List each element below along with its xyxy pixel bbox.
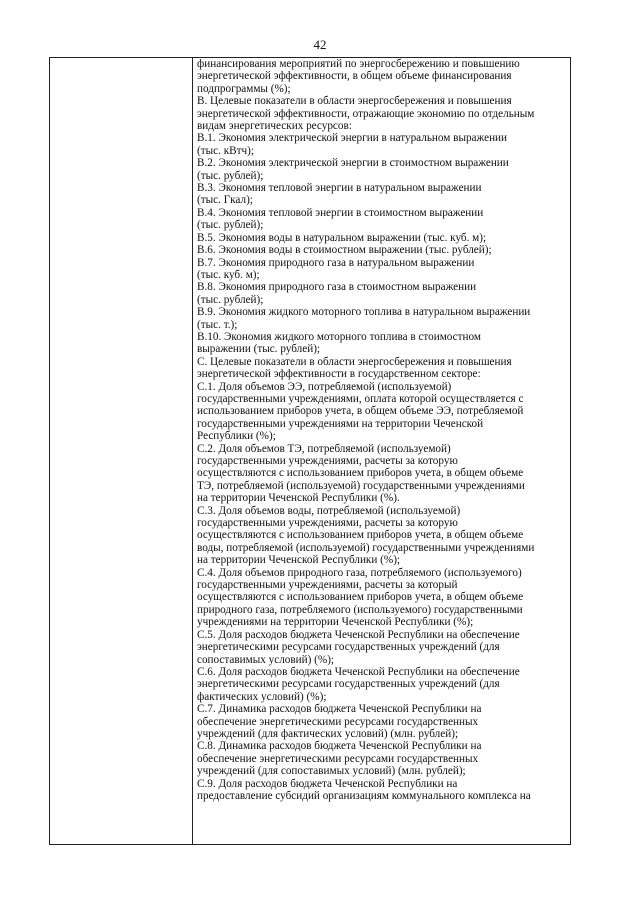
text-line: предоставление субсидий организациям коммунального комплекса на (197, 789, 531, 802)
text-line: обеспечение энергетическими ресурсами государственных (197, 715, 479, 728)
text-line: В.9. Экономия жидкого моторного топлива в натуральном выражении (197, 306, 531, 319)
text-line: осуществляются с использованием приборов учета, в общем объеме (197, 591, 524, 604)
text-line: учреждениями на территории Чеченской Республики (%); (197, 616, 474, 629)
text-line: энергетической эффективности, отражающие экономию по отдельным (197, 107, 535, 120)
text-line: природного газа, потребляемого (используемого) государственными (197, 603, 523, 616)
text-line: учреждений (для сопоставимых условий) (млн. рублей); (197, 765, 466, 778)
text-line: (тыс. куб. м); (197, 268, 260, 281)
text-line: (тыс. рублей); (197, 169, 264, 182)
indicators-text (193, 58, 570, 844)
text-line: государственными учреждениями на территории Чеченской (197, 417, 484, 430)
text-line: В.4. Экономия тепловой энергии в стоимостном выражении (197, 206, 484, 219)
text-line: (тыс. Гкал); (197, 194, 253, 207)
text-line: (тыс. т.); (197, 318, 238, 331)
text-line: осуществляются с использованием приборов учета, в общем объеме (197, 529, 524, 542)
text-line: С.1. Доля объемов ЭЭ, потребляемой (используемой) (197, 380, 452, 393)
text-line: В.3. Экономия тепловой энергии в натуральном выражении (197, 182, 482, 195)
text-line: С.9. Доля расходов бюджета Чеченской Республики на (197, 777, 458, 790)
text-line: государственными учреждениями, оплата которой осуществляется с (197, 392, 524, 405)
text-line: использованием приборов учета, в общем объеме ЭЭ, потребляемой (197, 405, 524, 418)
text-line: С.7. Динамика расходов бюджета Чеченской Республики на (197, 703, 482, 716)
left-cell (50, 58, 193, 845)
text-line: С.6. Доля расходов бюджета Чеченской Республики на обеспечение (197, 665, 520, 678)
text-line: энергетической эффективности в государственном секторе: (197, 368, 481, 381)
text-line: учреждений (для фактических условий) (млн. рублей); (197, 727, 459, 740)
text-line: государственными учреждениями, расчеты за который (197, 579, 458, 592)
text-line: сопоставимых условий) (%); (197, 653, 335, 666)
text-line: финансирования мероприятий по энергосбережению и повышению (197, 58, 520, 70)
text-line: В.6. Экономия воды в стоимостном выражении (тыс. рублей); (197, 244, 492, 257)
text-line: Республики (%); (197, 430, 276, 443)
right-cell (193, 58, 571, 845)
text-line: подпрограммы (%); (197, 82, 291, 95)
text-line: энергетической эффективности, в общем объеме финансирования (197, 70, 512, 83)
text-line: С.2. Доля объемов ТЭ, потребляемой (используемой) (197, 442, 451, 455)
text-line: С.8. Динамика расходов бюджета Чеченской Республики на (197, 740, 482, 753)
text-line: видам энергетических ресурсов: (197, 120, 352, 133)
text-line: С.5. Доля расходов бюджета Чеченской Республики на обеспечение (197, 628, 520, 641)
text-line: (тыс. кВтч); (197, 144, 254, 157)
text-line: фактических условий) (%); (197, 690, 327, 703)
text-line: энергетическими ресурсами государственных учреждений (для (197, 641, 500, 654)
text-line: С.4. Доля объемов природного газа, потребляемого (используемого) (197, 566, 522, 579)
text-line: В.5. Экономия воды в натуральном выражении (тыс. куб. м); (197, 231, 487, 244)
text-line: на территории Чеченской Республики (%); (197, 554, 401, 567)
table-row (50, 58, 571, 845)
text-line: В.1. Экономия электрической энергии в натуральном выражении (197, 132, 508, 145)
text-line: государственными учреждениями, расчеты за которую (197, 455, 458, 467)
text-line: (тыс. рублей); (197, 219, 264, 232)
text-line: осуществляются с использованием приборов учета, в общем объеме (197, 467, 524, 480)
text-line: ТЭ, потребляемой (используемой) государственными учреждениями (197, 479, 525, 492)
text-line: на территории Чеченской Республики (%). (197, 492, 400, 505)
text-line: В.8. Экономия природного газа в стоимостном выражении (197, 281, 477, 294)
text-line: (тыс. рублей); (197, 293, 264, 306)
text-line: С. Целевые показатели в области энергосбережения и повышения (197, 355, 512, 368)
text-line: В.10. Экономия жидкого моторного топлива в стоимостном (197, 330, 481, 343)
text-line: энергетическими ресурсами государственных учреждений (для (197, 678, 500, 691)
document-table (49, 57, 571, 845)
text-line: В.7. Экономия природного газа в натуральном выражении (197, 256, 475, 269)
text-line: государственными учреждениями, расчеты за которую (197, 517, 458, 530)
page-number: 42 (313, 37, 327, 52)
text-line: выражении (тыс. рублей); (197, 343, 321, 356)
text-line: С.3. Доля объемов воды, потребляемой (используемой) (197, 504, 461, 517)
text-line: В. Целевые показатели в области энергосбережения и повышения (197, 95, 512, 108)
text-line: обеспечение энергетическими ресурсами государственных (197, 752, 479, 765)
text-line: В.2. Экономия электрической энергии в стоимостном выражении (197, 157, 509, 170)
text-line: воды, потребляемой (используемой) государственными учреждениями (197, 541, 535, 554)
